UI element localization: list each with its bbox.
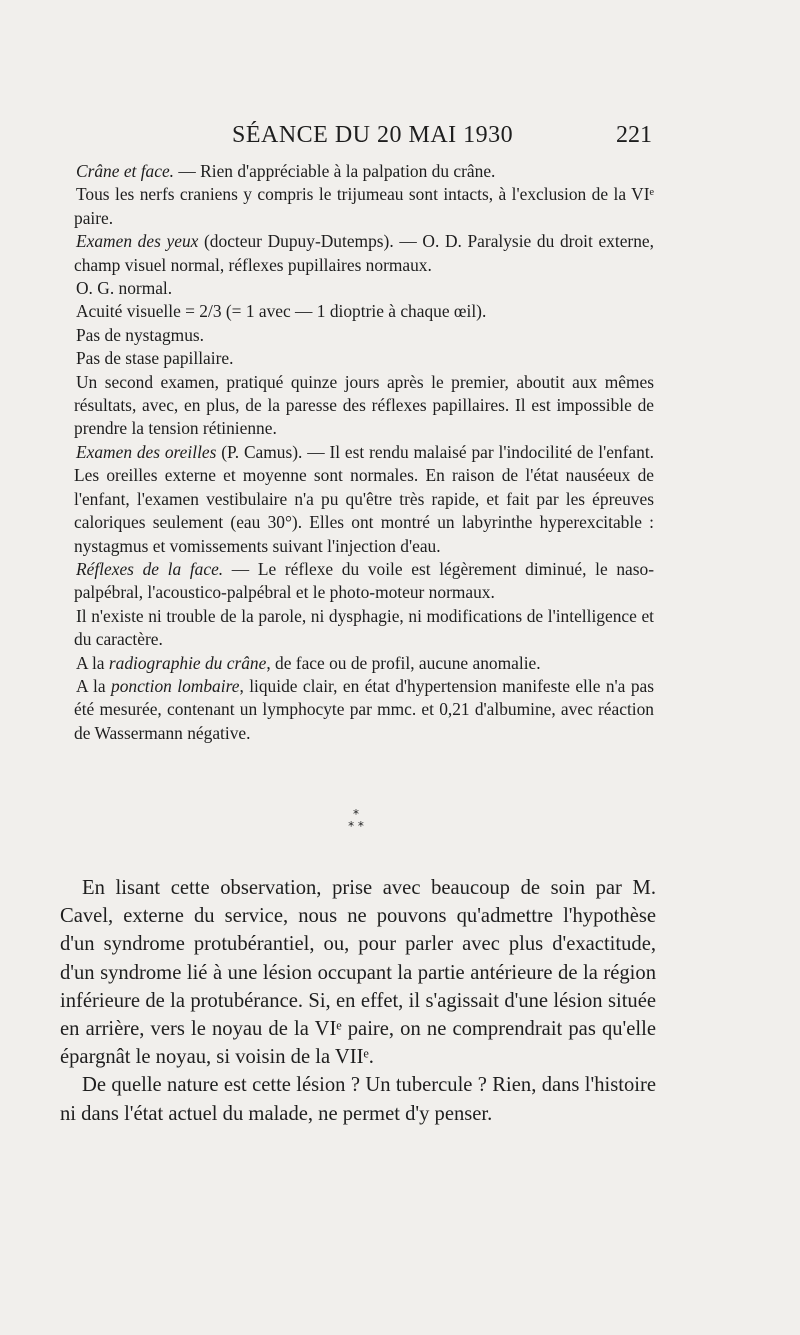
asterism-separator — [336, 808, 376, 832]
paragraph: Pas de stase papillaire. — [76, 348, 234, 369]
paragraph: Examen des oreilles (P. Camus). — Il est rendu malaisé par l'indocilité de l'enfant. Les oreilles externe et moyenne sont normales. En raison de l'état nauséeux de l'enfant, l'examen vestibulaire n'a pu qu'être très rapide, et fait par les épreuves caloriques seulement (eau 30°). Elles ont montré un labyrinthe hyperexcitable : nystagmus et vomissements suivant l'injection d'eau. — [74, 441, 654, 556]
paragraph: En lisant cette observation, prise avec beaucoup de soin par M. Cavel, externe du service, nous ne pouvons qu'admettre l'hypothèse d'un syndrome protubérantiel, ou, pour parler avec plus d'exactitude, d'un syndrome lié à une lésion occupant la partie antérieure de la région inférieure de la protubérance. Si, en effet, il s'agissait d'une lésion située en arrière, vers le noyau de la VIᵉ paire, on ne comprendrait pas qu'elle épargnât le noyau, si voisin de la VIIᵉ. — [60, 877, 656, 1069]
running-title: SÉANCE DU 20 MAI 1930 — [232, 122, 514, 148]
paragraph: Réflexes de la face. — Le réflexe du voile est légèrement diminué, le naso-palpébral, l'acoustico-palpébral et le photo-moteur normaux. — [74, 558, 654, 603]
paragraph: A la radiographie du crâne, de face ou de profil, aucune anomalie. — [76, 652, 541, 673]
paragraph: Examen des yeux (docteur Dupuy-Dutemps). — O. D. Paralysie du droit externe, champ visuel normal, réflexes pupillaires normaux. — [74, 231, 654, 275]
paragraph: A la ponction lombaire, liquide clair, en état d'hypertension manifeste elle n'a pas été mesurée, contenant un lymphocyte par mmc. et 0,21 d'albumine, avec réaction de Wassermann négative. — [74, 675, 654, 743]
running-header — [232, 122, 652, 150]
paragraph: De quelle nature est cette lésion ? Un tubercule ? Rien, dans l'histoire ni dans l'état actuel du malade, ne permet d'y penser. — [60, 1074, 656, 1125]
section-lead: Réflexes de la face. — [76, 558, 224, 579]
clinical-observation — [74, 160, 654, 745]
asterism-top: * — [353, 807, 359, 821]
paragraph: Pas de nystagmus. — [76, 324, 205, 345]
paragraph: Tous les nerfs craniens y compris le trijumeau sont intacts, à l'exclusion de la VIᵉ paire. — [74, 184, 654, 228]
paragraph: O. G. normal. — [76, 278, 173, 299]
section-lead: Examen des oreilles — [76, 441, 217, 462]
italic-term: ponction lombaire — [111, 675, 240, 696]
discussion-text — [60, 874, 656, 1128]
paragraph: Il n'existe ni trouble de la parole, ni dysphagie, ni modifications de l'intelligence et du caractère. — [74, 605, 654, 650]
section-lead: Crâne et face. — [76, 161, 175, 181]
paragraph: Acuité visuelle = 2/3 (= 1 avec — 1 dioptrie à chaque œil). — [76, 301, 487, 322]
section-lead: Examen des yeux — [76, 231, 199, 252]
page-number: 221 — [616, 122, 652, 148]
italic-term: radiographie du crâne — [108, 652, 267, 673]
asterism-bottom: * * — [348, 819, 364, 833]
paragraph: Crâne et face. — Rien d'appréciable à la palpation du crâne. — [76, 161, 496, 181]
paragraph: Un second examen, pratiqué quinze jours après le premier, aboutit aux mêmes résultats, avec, en plus, de la paresse des réflexes papillaires. Il est impossible de prendre la tension rétinienne. — [74, 371, 654, 439]
